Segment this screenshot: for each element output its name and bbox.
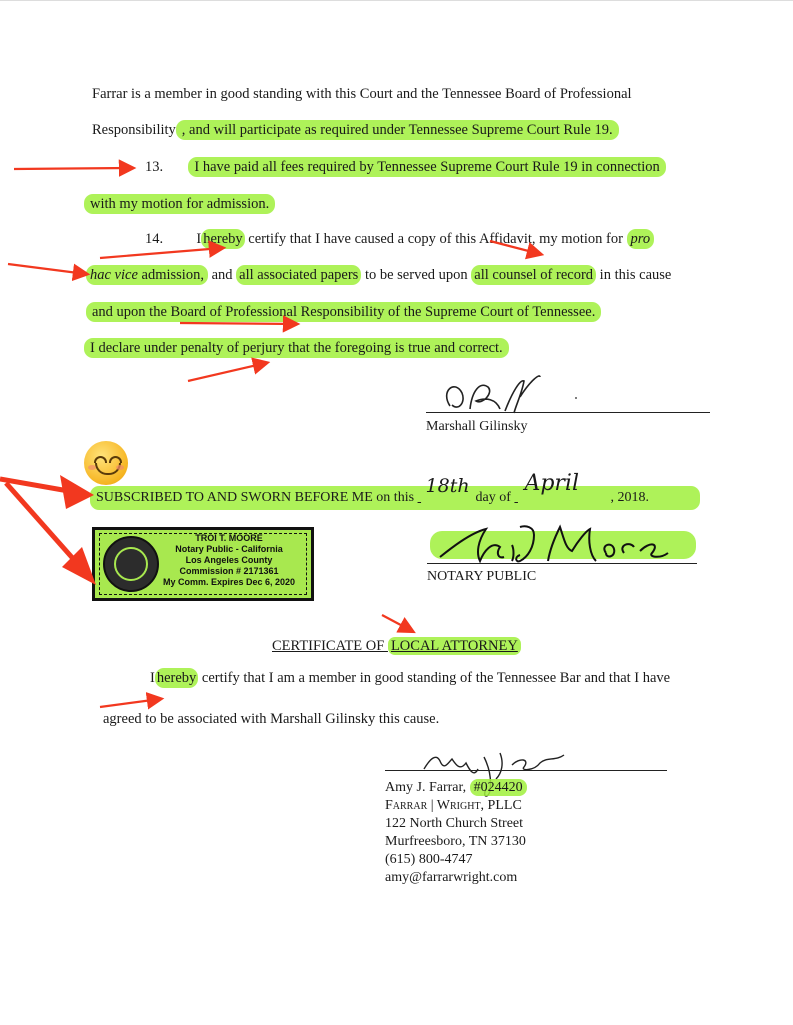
- attorney-street: 122 North Church Street: [385, 816, 524, 831]
- highlight-italic: hac vice: [90, 267, 138, 283]
- paragraph-14-line-1: [145, 230, 654, 248]
- large-arrow-head-icon: [60, 475, 94, 509]
- sworn-statement: [90, 471, 700, 510]
- attorney-name-line: [385, 779, 527, 797]
- highlight-span: admission,: [137, 267, 204, 283]
- highlight-span: hereby: [203, 231, 243, 247]
- attorney-firm: Farrar | Wright, PLLC: [385, 798, 522, 813]
- arrow-icon: [100, 248, 222, 258]
- arrow-icon: [188, 363, 266, 381]
- paragraph-13-line-1: [145, 158, 666, 176]
- paragraph-number: 14.: [145, 231, 164, 247]
- stamp-notary-title: Notary Public - California: [175, 544, 283, 554]
- attorney-name: Amy J. Farrar,: [385, 780, 470, 795]
- arrow-icon: [8, 264, 86, 274]
- attorney-bar-number: #024420: [470, 779, 527, 796]
- text-span: certify that I am a member in good standing of the Tennessee Bar and that I have: [198, 670, 671, 686]
- notary-signature-line: [427, 563, 697, 564]
- text-span: certify that I have caused a copy of this Affidavit, my motion for: [244, 231, 623, 247]
- declaration-line: [84, 339, 509, 357]
- paragraph-14-line-3: [86, 303, 601, 321]
- notary-stamp-text: [159, 533, 299, 588]
- notary-signature-highlight: [430, 531, 696, 559]
- text-span: and: [207, 267, 237, 283]
- text-span: I: [150, 670, 155, 686]
- highlight-span: , and will participate as required under Tennessee Supreme Court Rule 19.: [176, 120, 619, 140]
- large-arrow-head-icon: [62, 547, 96, 585]
- paragraph-14-line-2: [86, 266, 671, 284]
- highlight-span: and upon the Board of Professional Responsibility of the Supreme Court of Tennessee.: [86, 302, 601, 322]
- sworn-month-handwritten: April: [524, 471, 579, 496]
- text-span: in this cause: [596, 267, 672, 283]
- sworn-text: day of: [475, 490, 511, 505]
- notary-public-label: NOTARY PUBLIC: [427, 569, 537, 584]
- text-span: I: [196, 231, 202, 247]
- stamp-expiration: My Comm. Expires Dec 6, 2020: [162, 577, 296, 587]
- sworn-text: SUBSCRIBED TO AND SWORN BEFORE ME on this: [96, 490, 415, 505]
- large-arrow-icon: [0, 479, 80, 493]
- certificate-line-2: agreed to be associated with Marshall Gilinsky this cause.: [103, 711, 440, 727]
- paragraph-farrar-line-2: [92, 121, 619, 139]
- arrow-icon: [100, 699, 160, 707]
- certificate-title-text: CERTIFICATE OF: [272, 638, 388, 654]
- notary-stamp: [92, 527, 314, 601]
- smiling-face-icon: [84, 441, 128, 485]
- text-span: Responsibility: [92, 122, 176, 138]
- paragraph-number: 13.: [145, 159, 164, 175]
- attorney-email: amy@farrarwright.com: [385, 870, 518, 885]
- certificate-line-1: [150, 669, 670, 687]
- highlight-span: with my motion for admission.: [84, 194, 275, 214]
- paragraph-farrar-line-1: [92, 85, 632, 103]
- highlight-span: I declare under penalty of perjury that the foregoing is true and correct.: [84, 338, 509, 358]
- highlight-span: I have paid all fees required by Tennessee Supreme Court Rule 19 in connection: [188, 157, 665, 177]
- highlight-span: all counsel of record: [471, 265, 596, 285]
- stamp-county: Los Angeles County: [185, 555, 273, 565]
- affiant-name: Marshall Gilinsky: [426, 419, 528, 434]
- arrow-icon: [14, 168, 132, 169]
- arrow-icon: [382, 615, 412, 631]
- highlight-span: all associated papers: [236, 265, 361, 285]
- attorney-city: Murfreesboro, TN 37130: [385, 834, 526, 849]
- affiant-signature-line: [426, 412, 710, 413]
- certificate-title: [272, 637, 521, 655]
- highlight-span: hereby: [156, 670, 197, 686]
- notary-seal-icon: [103, 536, 159, 592]
- paragraph-13-line-2: [84, 195, 275, 213]
- sworn-text: , 2018.: [610, 490, 649, 505]
- arrow-icon: [180, 323, 296, 324]
- certificate-title-highlight: LOCAL ATTORNEY: [388, 637, 521, 655]
- stamp-commission: Commission # 2171361: [179, 566, 279, 576]
- large-arrow-icon: [6, 483, 84, 571]
- text-span: to be served upon: [361, 267, 472, 283]
- sworn-day-handwritten: 18th: [425, 475, 470, 497]
- stamp-notary-name: TROI T. MOORE: [195, 533, 263, 543]
- attorney-signature-line: [385, 770, 667, 771]
- text-span: Farrar is a member in good standing with this Court and the Tennessee Board of Professional: [92, 86, 632, 102]
- attorney-phone: (615) 800-4747: [385, 852, 473, 867]
- highlight-span: pro: [627, 229, 655, 249]
